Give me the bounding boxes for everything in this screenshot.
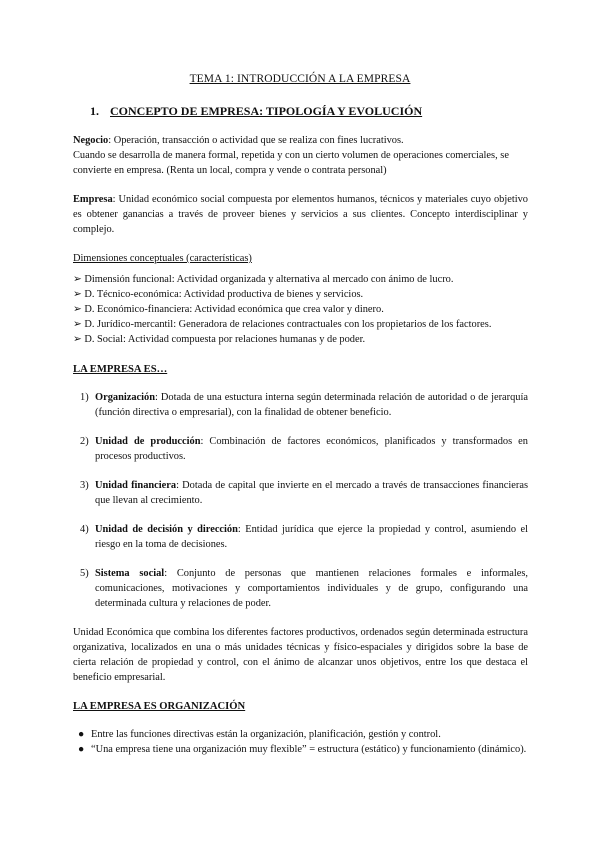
- item-number: 5): [80, 568, 89, 579]
- unidad-economica-paragraph: Unidad Económica que combina los diferentes factores productivos, ordenados según determinada estructura organizativa, localizados en una o más unidades técnicas y físico-espaciales y dirigidos sobre la base de cierta relación de propiedad y control, con el ánimo de alcanzar unos objetivos, entre los que destaca el beneficio empresarial.: [73, 627, 528, 683]
- item-number: 1): [80, 392, 89, 403]
- dimensiones-heading: Dimensiones conceptuales (características): [73, 253, 252, 264]
- dimensiones-section: [73, 251, 528, 347]
- arrow-icon: ➢: [73, 274, 82, 285]
- negocio-paragraph: [73, 133, 528, 178]
- empresa-text: : Unidad económico social compuesta por elementos humanos, técnicos y materiales cuyo objetivo es obtener ganancias a través de proveer bienes y servicios a sus clientes. Concepto interdisciplinar y complejo.: [73, 194, 528, 235]
- empresa-term: Empresa: [73, 194, 113, 205]
- section-heading-text: CONCEPTO DE EMPRESA: TIPOLOGÍA Y EVOLUCIÓN: [110, 104, 423, 118]
- item-number: 4): [80, 524, 89, 535]
- negocio-text: : Operación, transacción o actividad que se realiza con fines lucrativos.: [108, 135, 404, 146]
- list-item: ➢ Dimensión funcional: Actividad organizada y alternativa al mercado con ánimo de lucro.: [73, 274, 454, 285]
- negocio-term: Negocio: [73, 135, 109, 146]
- list-item: ● Entre las funciones directivas están la organización, planificación, gestión y control.: [78, 729, 441, 740]
- item-term: Organización: [95, 392, 156, 403]
- item-text: : Dotada de una estuctura interna según determinada relación de autoridad o de jerarquía (función directiva o empresarial), con la finalidad de obtener beneficio.: [95, 392, 528, 418]
- bullet-icon: ●: [78, 729, 85, 740]
- item-term: Unidad financiera: [95, 480, 177, 491]
- item-term: Sistema social: [95, 568, 165, 579]
- item-text: : Combinación de factores económicos, planificados y transformados en procesos productivos.: [95, 436, 528, 462]
- arrow-icon: ➢: [73, 304, 82, 315]
- negocio-detail: Cuando se desarrolla de manera formal, repetida y con un cierto volumen de operaciones comerciales, se convierte en empresa. (Renta un local, compra y vende o contrata personal): [73, 150, 509, 176]
- list-item: ➢ D. Social: Actividad compuesta por relaciones humanas y de poder.: [73, 334, 366, 345]
- la-empresa-es-list: [80, 390, 528, 625]
- list-item: [80, 566, 528, 611]
- item-text: : Conjunto de personas que mantienen relaciones formales e informales, comunicaciones, motivaciones y comportamientos individuales y de grupo, configurando una determinada cultura y relaciones de poder.: [95, 568, 528, 609]
- organizacion-heading: LA EMPRESA ES ORGANIZACIÓN: [73, 701, 246, 712]
- list-item: [80, 478, 528, 508]
- arrow-icon: ➢: [73, 334, 82, 345]
- arrow-icon: ➢: [73, 289, 82, 300]
- section-heading: [90, 104, 422, 119]
- list-item: ➢ D. Jurídico-mercantil: Generadora de relaciones contractuales con los propietarios de los factores.: [73, 319, 492, 330]
- item-number: 2): [80, 436, 89, 447]
- list-item: ➢ D. Económico-financiera: Actividad económica que crea valor y dinero.: [73, 304, 384, 315]
- negocio-definition: [73, 133, 528, 148]
- item-number: 3): [80, 480, 89, 491]
- empresa-paragraph: [73, 192, 528, 237]
- item-text: : Dotada de capital que invierte en el mercado a través de transacciones financieras que llevan al crecimiento.: [95, 480, 528, 506]
- item-term: Unidad de producción: [95, 436, 201, 447]
- document-title: TEMA 1: INTRODUCCIÓN A LA EMPRESA: [189, 73, 411, 85]
- dimensiones-list: [73, 272, 528, 347]
- item-term: Unidad de decisión y dirección: [95, 524, 238, 535]
- list-item: ● “Una empresa tiene una organización muy flexible” = estructura (estático) y funcionamiento (dinámico).: [78, 744, 527, 755]
- list-item: [80, 522, 528, 552]
- organizacion-list: [78, 727, 528, 757]
- list-item: [80, 434, 528, 464]
- list-item: [80, 390, 528, 420]
- arrow-icon: ➢: [73, 319, 82, 330]
- item-text: : Entidad jurídica que ejerce la propiedad y control, asumiendo el riesgo en la toma de decisiones.: [95, 524, 528, 550]
- bullet-icon: ●: [78, 744, 85, 755]
- section-number: 1.: [90, 104, 99, 118]
- la-empresa-es-heading: LA EMPRESA ES…: [73, 364, 168, 375]
- list-item: ➢ D. Técnico-económica: Actividad productiva de bienes y servicios.: [73, 289, 364, 300]
